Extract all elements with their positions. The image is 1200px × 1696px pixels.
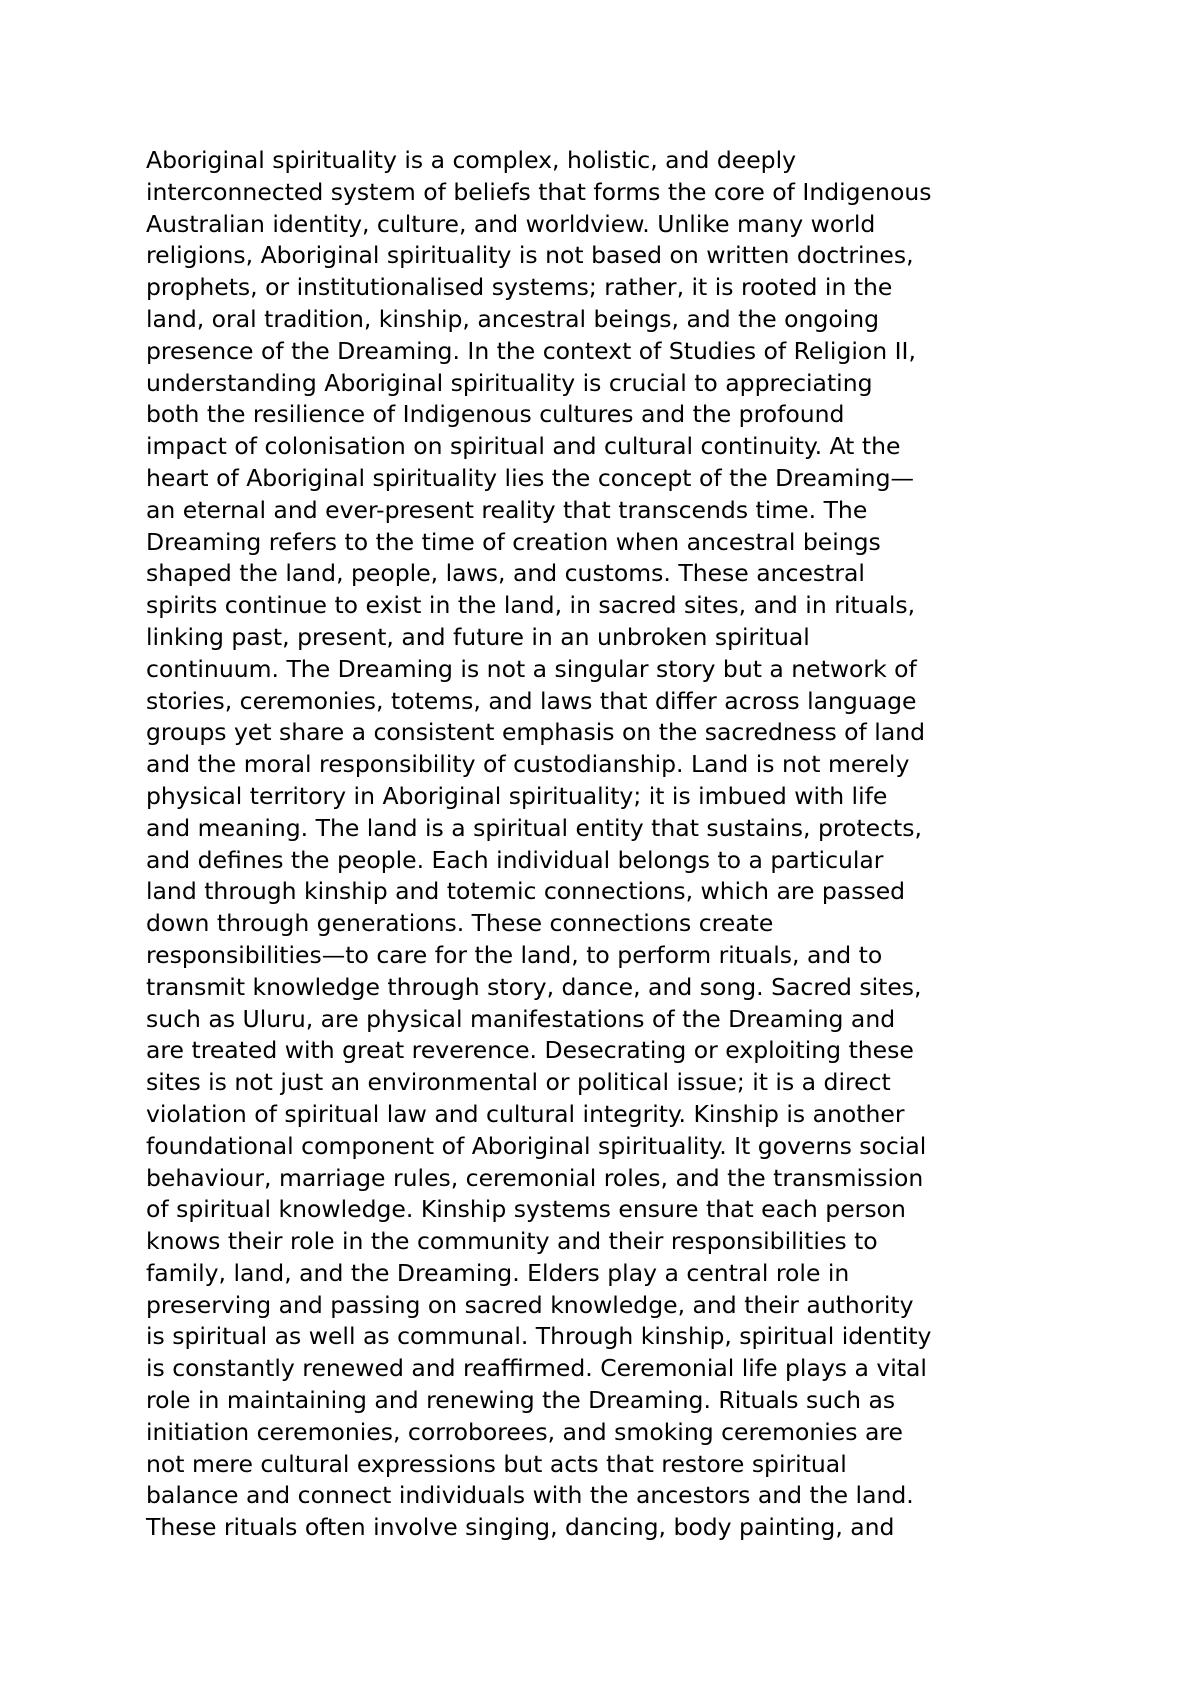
text-line: is constantly renewed and reaffirmed. Ceremonial life plays a vital [146,1354,927,1383]
text-line: heart of Aboriginal spirituality lies the concept of the Dreaming— [146,463,914,492]
text-line: of spiritual knowledge. Kinship systems ensure that each person [146,1195,906,1224]
text-line: These rituals often involve singing, dancing, body painting, and [146,1513,895,1542]
text-line: shaped the land, people, laws, and customs. These ancestral [146,559,865,588]
text-line: presence of the Dreaming. In the context of Studies of Religion II, [146,336,916,365]
text-line: balance and connect individuals with the ancestors and the land. [146,1481,914,1510]
text-line: and defines the people. Each individual belongs to a particular [146,845,884,874]
text-line: groups yet share a consistent emphasis on the sacredness of land [146,718,926,747]
text-line: land, oral tradition, kinship, ancestral beings, and the ongoing [146,304,880,333]
text-line: down through generations. These connections create [146,909,774,938]
text-line: violation of spiritual law and cultural integrity. Kinship is another [146,1099,905,1128]
text-line: an eternal and ever-present reality that transcends time. The [146,495,868,524]
text-line: responsibilities—to care for the land, to perform rituals, and to [146,940,883,969]
text-line: interconnected system of beliefs that forms the core of Indigenous [146,177,932,206]
text-line: prophets, or institutionalised systems; rather, it is rooted in the [146,273,893,302]
text-line: initiation ceremonies, corroborees, and smoking ceremonies are [146,1417,903,1446]
text-line: Dreaming refers to the time of creation when ancestral beings [146,527,881,556]
text-line: knows their role in the community and their responsibilities to [146,1227,878,1256]
text-line: foundational component of Aboriginal spirituality. It governs social [146,1131,927,1160]
text-line: is spiritual as well as communal. Through kinship, spiritual identity [146,1322,932,1351]
text-line: land through kinship and totemic connections, which are passed [146,877,906,906]
text-line: spirits continue to exist in the land, in sacred sites, and in rituals, [146,591,916,620]
text-line: both the resilience of Indigenous cultures and the profound [146,400,845,429]
text-line: role in maintaining and renewing the Dreaming. Rituals such as [146,1386,896,1415]
text-line: not mere cultural expressions but acts that restore spiritual [146,1449,847,1478]
text-line: impact of colonisation on spiritual and cultural continuity. At the [146,432,901,461]
text-line: religions, Aboriginal spirituality is not based on written doctrines, [146,241,914,270]
body-text [146,145,1076,1544]
text-line: behaviour, marriage rules, ceremonial roles, and the transmission [146,1163,924,1192]
text-line: such as Uluru, are physical manifestations of the Dreaming and [146,1004,896,1033]
text-line: sites is not just an environmental or political issue; it is a direct [146,1068,891,1097]
text-line: and the moral responsibility of custodianship. Land is not merely [146,750,910,779]
text-line: family, land, and the Dreaming. Elders play a central role in [146,1258,850,1287]
text-line: preserving and passing on sacred knowledge, and their authority [146,1290,914,1319]
text-line: are treated with great reverence. Desecrating or exploiting these [146,1036,914,1065]
text-line: transmit knowledge through story, dance, and song. Sacred sites, [146,972,922,1001]
text-line: Aboriginal spirituality is a complex, holistic, and deeply [146,146,797,174]
text-line: stories, ceremonies, totems, and laws that differ across language [146,686,917,715]
text-line: understanding Aboriginal spirituality is crucial to appreciating [146,368,873,397]
text-line: Australian identity, culture, and worldview. Unlike many world [146,209,876,238]
text-line: linking past, present, and future in an unbroken spiritual [146,622,810,651]
text-line: continuum. The Dreaming is not a singular story but a network of [146,654,917,683]
text-line: and meaning. The land is a spiritual entity that sustains, protects, [146,813,922,842]
text-line: physical territory in Aboriginal spirituality; it is imbued with life [146,781,888,810]
